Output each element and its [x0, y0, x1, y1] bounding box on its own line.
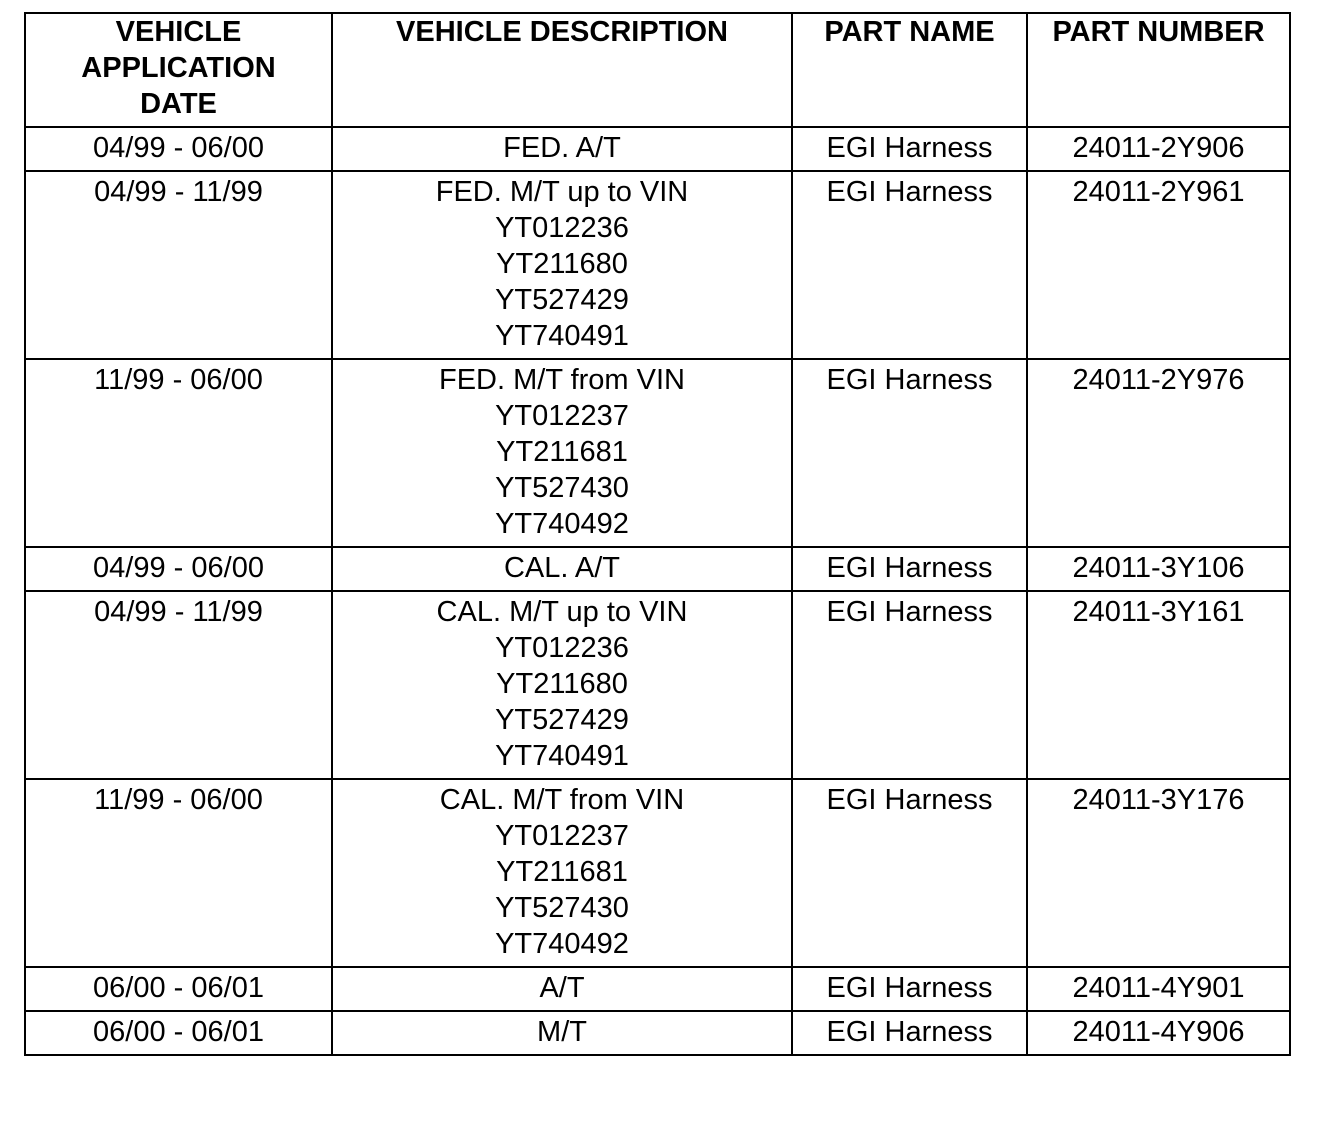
cell-vehicle-description: [332, 171, 792, 359]
description-text: FED. M/T up to VIN: [435, 176, 689, 208]
cell-part-name: EGI Harness: [792, 171, 1027, 359]
vin-number: YT211681: [496, 856, 628, 888]
header-text: DATE: [140, 88, 217, 120]
vin-number: YT527430: [495, 892, 629, 924]
vin-number: YT740491: [495, 320, 629, 352]
table-row: [25, 967, 1290, 1011]
parts-table: [24, 12, 1291, 1056]
cell-part-name: EGI Harness: [792, 591, 1027, 779]
description-text: FED. M/T from VIN: [439, 364, 685, 396]
cell-part-name: EGI Harness: [792, 359, 1027, 547]
cell-part-name: EGI Harness: [792, 1011, 1027, 1055]
cell-part-number: 24011-4Y901: [1027, 967, 1290, 1011]
cell-vehicle-description: [332, 127, 792, 171]
header-text: VEHICLE DESCRIPTION: [396, 16, 728, 48]
vin-number: YT012237: [495, 820, 629, 852]
cell-part-name: EGI Harness: [792, 127, 1027, 171]
cell-application-date: 04/99 - 11/99: [25, 171, 332, 359]
cell-part-number: 24011-2Y906: [1027, 127, 1290, 171]
vin-number: YT012236: [495, 212, 629, 244]
vin-number: YT740492: [495, 508, 629, 540]
description-text: CAL. M/T from VIN: [439, 784, 685, 816]
cell-part-number: 24011-3Y106: [1027, 547, 1290, 591]
header-row: [25, 13, 1290, 127]
vin-number: YT211680: [496, 248, 628, 280]
cell-vehicle-description: [332, 359, 792, 547]
cell-application-date: 06/00 - 06/01: [25, 1011, 332, 1055]
header-application-date: [25, 13, 332, 127]
cell-application-date: 11/99 - 06/00: [25, 359, 332, 547]
description-text: M/T: [537, 1016, 587, 1048]
cell-part-number: 24011-3Y161: [1027, 591, 1290, 779]
cell-part-number: 24011-4Y906: [1027, 1011, 1290, 1055]
cell-application-date: 06/00 - 06/01: [25, 967, 332, 1011]
cell-vehicle-description: [332, 547, 792, 591]
header-part-name: [792, 13, 1027, 127]
table-row: [25, 171, 1290, 359]
table-row: [25, 359, 1290, 547]
cell-part-name: EGI Harness: [792, 779, 1027, 967]
vin-number: YT211680: [496, 668, 628, 700]
table-body: [25, 127, 1290, 1055]
header-text: PART NUMBER: [1052, 16, 1265, 48]
table-row: [25, 591, 1290, 779]
cell-vehicle-description: [332, 967, 792, 1011]
vin-number: YT527429: [495, 704, 629, 736]
header-text: VEHICLE: [115, 16, 242, 48]
cell-part-number: 24011-2Y961: [1027, 171, 1290, 359]
vin-number: YT012236: [495, 632, 629, 664]
table-row: [25, 1011, 1290, 1055]
description-text: A/T: [539, 972, 585, 1004]
cell-application-date: 11/99 - 06/00: [25, 779, 332, 967]
header-text: APPLICATION: [81, 52, 276, 84]
header-text: PART NAME: [824, 16, 995, 48]
description-text: CAL. A/T: [503, 552, 621, 584]
cell-vehicle-description: [332, 591, 792, 779]
vin-number: YT527429: [495, 284, 629, 316]
vin-number: YT740491: [495, 740, 629, 772]
cell-application-date: 04/99 - 06/00: [25, 127, 332, 171]
vin-number: YT527430: [495, 472, 629, 504]
header-part-number: [1027, 13, 1290, 127]
cell-part-name: EGI Harness: [792, 967, 1027, 1011]
cell-vehicle-description: [332, 779, 792, 967]
description-text: CAL. M/T up to VIN: [436, 596, 688, 628]
table-row: [25, 779, 1290, 967]
cell-part-number: 24011-2Y976: [1027, 359, 1290, 547]
cell-part-number: 24011-3Y176: [1027, 779, 1290, 967]
cell-application-date: 04/99 - 11/99: [25, 591, 332, 779]
cell-vehicle-description: [332, 1011, 792, 1055]
header-vehicle-description: [332, 13, 792, 127]
vin-number: YT211681: [496, 436, 628, 468]
vin-number: YT740492: [495, 928, 629, 960]
description-text: FED. A/T: [503, 132, 621, 164]
cell-part-name: EGI Harness: [792, 547, 1027, 591]
table-row: [25, 547, 1290, 591]
table-header: [25, 13, 1290, 127]
cell-application-date: 04/99 - 06/00: [25, 547, 332, 591]
vin-number: YT012237: [495, 400, 629, 432]
table-row: [25, 127, 1290, 171]
